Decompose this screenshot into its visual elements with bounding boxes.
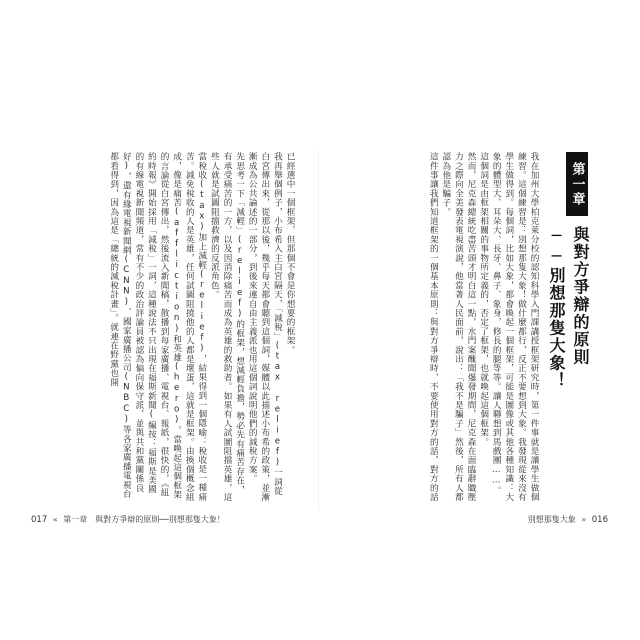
- chapter-subtitle: ──別想那隻大象！: [547, 226, 566, 390]
- page-gutter: [318, 150, 319, 510]
- left-running-head: 第一章 與對方爭辯的原則──別想那隻大象！: [63, 515, 225, 524]
- left-page-number: 017: [31, 515, 48, 525]
- left-page-body: 已經選中一個框架，但那個不會是你想要的框架。 我再舉個例子，小布希入主白宮隔天，「減稅」(tax relief)一詞從白宮傳出來，從那以後，幾乎每天都會聽到這個詞，媒體以此描述小布希的政策，並漸漸成為公共論述的一部分，到後來連自由主義派也用這個詞說明他們的減稅方案。 先思考一下「減輕」(relief)的框架，想減輕負擔，勢必先有痛苦存在，有承受痛苦的一方，以及因消除痛苦而成為英雄的救助者。如果有人試圖阻擋英雄，這些人就是試圖阻擋救濟的反派角色。 當稅收(tax)加上減輕(relief)，結果得到一個隱喻：稅收是一種痛苦。減免稅收的人是英雄，任何試圖阻撓他的人都是壞蛋，這就是框架。由換個概念組成，像是痛苦(affliction)和英雄(hero)。當喚起這個框架的言論從白宮傳出，然後流入新聞稿，散播到每家廣播、電視台、報紙，很快的，《紐約時報》開始採用「減稅」一詞，這種說法不只出現在福斯新聞(編按：福斯是美國的有線電視新聞頻道，常有不少的政治評論員被認為偏向保守派，並與共和黨關係良好)，還有緣電視新聞網(CNN)、國家廣播公司(NBC)等各家廣播電視台都看得到，因為這是「總統的減稅計畫」。就連在野黨也開: [108, 152, 295, 502]
- right-page-body: 我在加州大學柏克萊分校的認知科學入門課講授框架研究時，第一件事就是讓學生做個練習。這個練習是：別想那隻大象！做什麼都行，反正不要想到大象。我發現從來沒有學生做得到。每個詞，比如大象，都會喚起一個框架，可能是圖像或其他各種知識：大象的體型大、耳朵大、長牙、鼻子、象身，修長的腿等等。讓人聯想到馬戲團……。這個詞是由框架相關的事物所定義的，否定了框架，也就喚起這個框架。 然而，尼克森總統吃盡苦頭才明白這一點，水門案醜聞爆發期間，尼克森在面臨辭職壓力之際向全美發表電視演說，他當著人民面前，說出：「我不是騙子」然後，所有人都認為他是騙子。 這件事讓我們知道框架的一個基本原則：與對方爭辯時，不要使用對方的話，對方的話: [428, 152, 539, 502]
- left-footer: [31, 514, 225, 525]
- footer-separator-icon: «: [52, 515, 58, 524]
- right-footer: [528, 514, 608, 525]
- chapter-label: 第一章: [566, 152, 588, 216]
- right-page-number: 016: [591, 515, 608, 525]
- footer-separator-icon: »: [581, 515, 587, 524]
- chapter-title: 與對方爭辯的原則: [571, 226, 590, 366]
- right-running-head: 別想那隻大象: [527, 515, 576, 524]
